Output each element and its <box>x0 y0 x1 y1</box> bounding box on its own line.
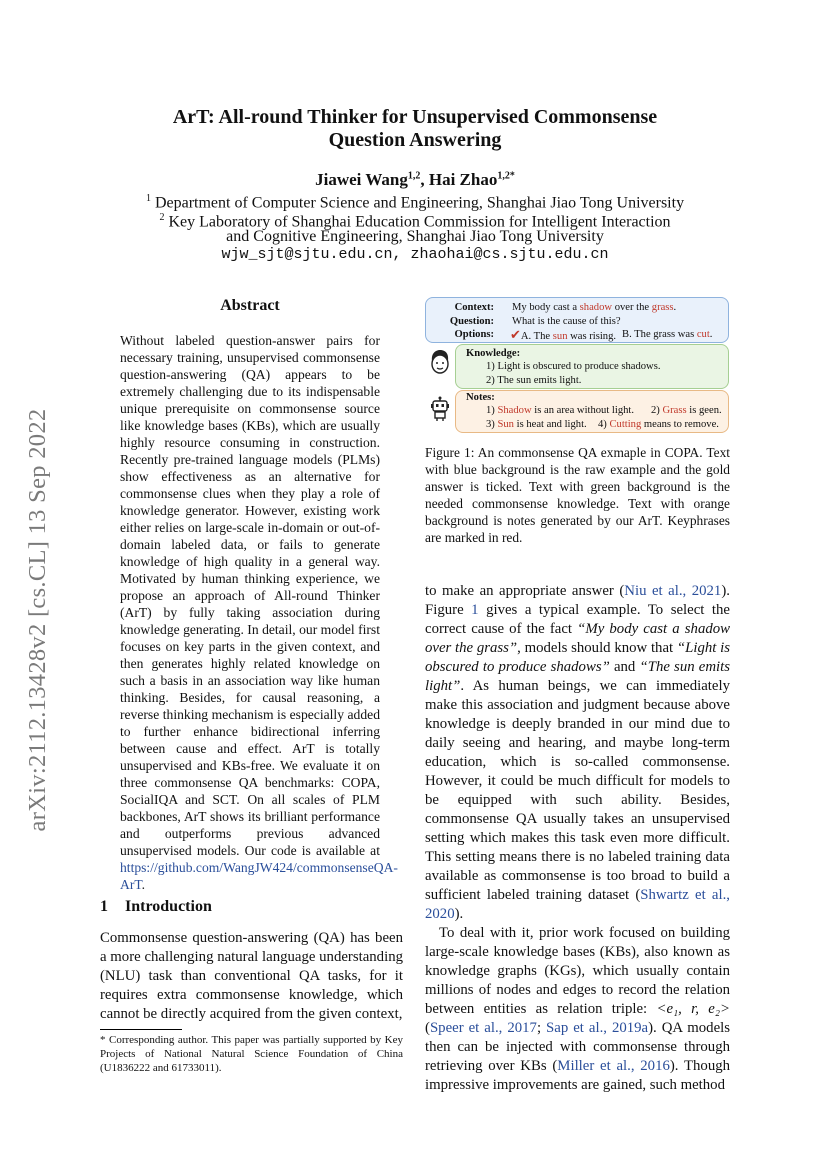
paragraph-2 <box>425 924 730 1095</box>
p2-b: ( <box>425 1020 430 1036</box>
note-4-pre: 4) <box>598 418 610 430</box>
affiliation-2-cont: and Cognitive Engineering, Shanghai Jiao Tong University <box>226 228 604 245</box>
title-line-1: ArT: All-round Thinker for Unsupervised Commonsense <box>172 106 658 128</box>
aff-2-mark: 2 <box>159 212 165 223</box>
context-text <box>512 301 726 315</box>
knowledge-1: 1) Light is obscured to produce shadows. <box>486 361 661 372</box>
paper-title <box>120 106 710 152</box>
context-pre: My body cast a <box>512 302 580 313</box>
p1-d: , models should know that <box>517 640 677 656</box>
note-2 <box>651 404 722 418</box>
question-label: Question: <box>449 315 494 327</box>
cite-miller[interactable]: Miller et al., 2016 <box>557 1058 670 1074</box>
context-mid: over the <box>612 302 652 313</box>
quote-1: “My body cast a shadow over the grass” <box>425 621 731 656</box>
note-3-kw: Sun <box>497 418 514 430</box>
section-number: 1 <box>100 898 108 915</box>
option-b-end: . <box>709 329 713 340</box>
section-title: Introduction <box>125 898 212 915</box>
p2-c: ). QA models then can be injected with commonsense through retrieving over KBs ( <box>425 1020 731 1074</box>
cite-shwartz[interactable]: Shwartz et al., 2020 <box>425 887 730 922</box>
robot-icon <box>428 396 452 422</box>
figure-caption: Figure 1: An commonsense QA exmaple in COPA. Text with blue background is the raw example and the gold answer is ticked. Text with green background is the needed commonsense knowledge. Text with orange background is notes generated by our ArT. Keyphrases are marked in red. <box>425 445 730 545</box>
p2-a: To deal with it, prior work focused on building large-scale knowledge bases (KBs), also known as knowledge graphs (KGs), which usually contain millions of nodes and edges to record the relation between entities as relation triple: <box>425 925 730 1017</box>
quote-2: “Light is obscured to produce shadows” <box>425 640 730 675</box>
arxiv-stamp <box>18 365 58 875</box>
author-2: Hai Zhao <box>428 170 498 189</box>
context-kw-grass: grass <box>651 302 674 313</box>
paragraph-1 <box>425 582 730 924</box>
quote-3: “The sun emits light” <box>425 659 730 694</box>
note-1-end: is an area without light. <box>531 405 635 416</box>
p1-c: gives a typical example. To select the correct cause of the fact <box>425 602 730 637</box>
p1-f: . As human beings, we can immediately make this association and judgment because above knowledge is deeply branded in our mind due to daily seeing and hearing, and maybe long-term education, which is so-called commonsense. However, it could be much difficult for models to be equipped with such ability. Besides, commonsense QA usually takes an unsupervised setting which makes this task even more difficult. This setting means there is no labeled training data available as commonsense is too broad to build a sufficient labeled training dataset ( <box>425 678 730 903</box>
context-label: Context: <box>454 302 494 313</box>
option-b-pre: B. The grass was <box>622 329 697 340</box>
author-2-sup: 1,2* <box>497 170 515 182</box>
authors <box>100 170 730 190</box>
note-2-pre: 2) <box>651 405 663 416</box>
title-line-2: Question Answering <box>328 129 502 151</box>
arxiv-stamp-text: arXiv:2112.13428v2 [cs.CL] 13 Sep 2022 <box>24 408 51 832</box>
relation-triple: <e₁, r, e₂> <box>656 1001 731 1017</box>
notes-row-1 <box>486 404 726 418</box>
abstract-text: Without labeled question-answer pairs for necessary training, unsupervised commonsense question-answering (QA) appears to be extremely challenging due to its indispensable unique prerequisite on commonsense source like knowledge bases (KBs), which are usually highly resource consuming in construction. Recently pre-trained language models (PLMs) show effectiveness as an alternative for commonsense clues when they play a role of knowledge generator. However, existing work either relies on large-scale in-domain or out-of-domain labeled data, or fails to generate knowledge of high quality in a general way. Motivated by human thinking experience, we propose an approach of All-round Thinker (ArT) by fully taking association during knowledge generating. In detail, our model first focuses on key parts in the given context, and then generates highly related knowledge on such a basis in an association way like human thinking. Besides, for causal reasoning, a reverse thinking mechanism is especially added to further enhance bidirectional inferring between cause and effect. ArT is totally unsupervised and KBs-free. We evaluate it on three commonsense QA benchmarks: COPA, SocialIQA and SCT. On all scales of PLM backbones, ArT shows its brilliant performance and outperforms previous advanced unsupervised models. Our code is available at <box>120 333 380 858</box>
p2-d: ). Though impressive improvements are gained, such method <box>425 1058 731 1093</box>
note-4 <box>598 418 719 432</box>
aff-1-mark: 1 <box>145 193 151 204</box>
knowledge-2: 2) The sun emits light. <box>486 374 582 386</box>
p1-g: ). <box>454 906 464 922</box>
aff-2-line-1: Key Laboratory of Shanghai Education Commission for Intelligent Interaction <box>168 213 671 231</box>
question-text: What is the cause of this? <box>512 315 621 327</box>
example-box <box>425 297 729 343</box>
section-heading-introduction <box>100 898 212 916</box>
note-2-kw: Grass <box>662 405 687 416</box>
p1-b: ). Figure <box>425 583 730 618</box>
cite-speer[interactable]: Speer et al., 2017 <box>429 1020 537 1036</box>
cite-niu[interactable]: Niu et al., 2021 <box>624 583 722 599</box>
note-1-kw: Shadow <box>497 405 532 416</box>
abstract-body <box>120 332 398 893</box>
notes-box <box>455 390 729 433</box>
introduction-text: Commonsense question-answering (QA) has been a more challenging natural language understanding (NLU) task than conventional QA tasks, for it requires extra commonsense knowledge, which cannot be directly acquired from the given context, <box>100 930 403 1022</box>
knowledge-box <box>455 344 729 389</box>
p1-a: to make an appropriate answer ( <box>425 583 625 599</box>
option-b <box>622 328 712 342</box>
author-1: Jiawei Wang <box>315 170 408 189</box>
aff-1-text: Department of Computer Science and Engineering, Shanghai Jiao Tong University <box>154 194 685 212</box>
cite-sap[interactable]: Sap et al., 2019a <box>546 1020 649 1036</box>
option-a-end: was rising. <box>567 331 617 342</box>
footnote-rule <box>100 1029 182 1030</box>
notes-row-2 <box>486 418 726 432</box>
note-2-end: is geen. <box>686 405 722 416</box>
notes-label: Notes: <box>466 392 495 403</box>
note-3-end: is heat and light. <box>513 418 587 430</box>
context-kw-shadow: shadow <box>579 302 613 313</box>
knowledge-label: Knowledge: <box>466 348 521 359</box>
figure-ref[interactable]: 1 <box>471 602 479 618</box>
options-label: Options: <box>454 329 494 340</box>
option-a-pre: A. The <box>520 331 553 342</box>
emails: wjw_sjt@sjtu.edu.cn, zhaohai@cs.sjtu.edu.cn <box>221 246 609 263</box>
code-link[interactable]: https://github.com/WangJW424/commonsenseQA-ArT <box>120 860 398 892</box>
note-3-pre: 3) <box>486 418 498 430</box>
note-4-kw: Cutting <box>609 418 642 430</box>
abstract-end: . <box>141 877 146 892</box>
note-1-pre: 1) <box>486 405 498 416</box>
options-row <box>512 328 726 344</box>
option-a-kw: sun <box>552 331 568 342</box>
check-icon: ✔ <box>510 327 521 342</box>
p2-sep: ; <box>536 1020 547 1036</box>
footnote: * Corresponding author. This paper was partially supported by Key Projects of National Natural Science Foundation of China (U1836222 and 61733011). <box>100 1034 403 1074</box>
person-icon <box>428 349 452 377</box>
author-1-sup: 1,2 <box>407 170 421 182</box>
right-column-text <box>425 582 730 1095</box>
context-end: . <box>673 302 677 313</box>
author-sep: , <box>420 170 429 189</box>
option-b-kw: cut <box>696 329 710 340</box>
note-4-end: means to remove. <box>641 418 719 430</box>
p1-e: and <box>609 659 640 675</box>
abstract-heading: Abstract <box>220 297 280 314</box>
